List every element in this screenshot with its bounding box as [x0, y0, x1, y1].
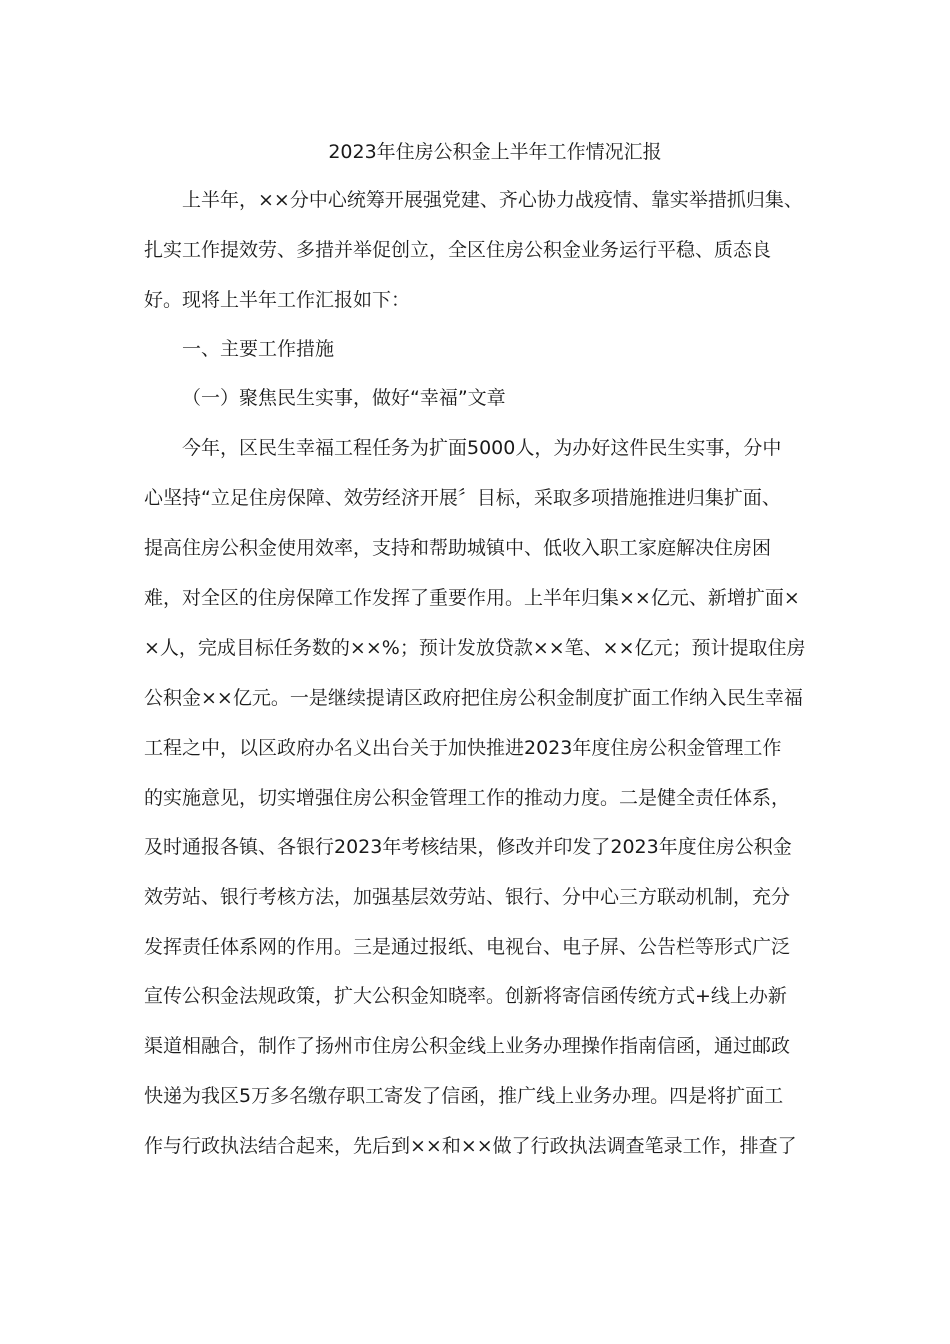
document-title: 2023年住房公积金上半年工作情况汇报 [328, 141, 662, 163]
paragraph-line-13: 效劳站、银行考核方法，加强基层效劳站、银行、分中心三方联动机制，充分 [144, 886, 791, 908]
paragraph-line-7: 难，对全区的住房保障工作发挥了重要作用。上半年归集××亿元、新增扩面× [144, 587, 800, 609]
paragraph-line-4: 今年，区民生幸福工程任务为扩面5000人，为办好这件民生实事，分中 [182, 437, 782, 459]
paragraph-line-16: 渠道相融合，制作了扬州市住房公积金线上业务办理操作指南信函，通过邮政 [144, 1035, 791, 1057]
paragraph-line-5: 心坚持“立足住房保障、效劳经济开展〞目标，采取多项措施推进归集扩面、 [144, 487, 781, 509]
section-heading: 一、主要工作措施 [182, 338, 335, 360]
paragraph-line-8: ×人，完成目标任务数的××%；预计发放贷款××笔、××亿元；预计提取住房 [144, 637, 806, 659]
paragraph-line-2: 扎实工作提效劳、多措并举促创立，全区住房公积金业务运行平稳、质态良 [144, 239, 772, 261]
paragraph-line-15: 宣传公积金法规政策，扩大公积金知晓率。创新将寄信函传统方式+线上办新 [144, 985, 787, 1007]
paragraph-line-1: 上半年，××分中心统筹开展强党建、齐心协力战疫情、靠实举措抓归集、 [182, 189, 803, 211]
subsection-heading: （一）聚焦民生实事，做好“幸福”文章 [182, 387, 506, 409]
paragraph-line-6: 提高住房公积金使用效率，支持和帮助城镇中、低收入职工家庭解决住房困 [144, 537, 772, 559]
paragraph-line-11: 的实施意见，切实增强住房公积金管理工作的推动力度。二是健全责任体系， [144, 787, 791, 809]
paragraph-line-3: 好。现将上半年工作汇报如下： [144, 289, 411, 311]
paragraph-line-9: 公积金××亿元。一是继续提请区政府把住房公积金制度扩面工作纳入民生幸福 [144, 687, 803, 709]
paragraph-line-12: 及时通报各镇、各银行2023年考核结果，修改并印发了2023年度住房公积金 [144, 836, 792, 858]
paragraph-line-14: 发挥责任体系网的作用。三是通过报纸、电视台、电子屏、公告栏等形式广泛 [144, 936, 791, 958]
paragraph-line-17: 快递为我区5万多名缴存职工寄发了信函，推广线上业务办理。四是将扩面工 [144, 1085, 784, 1107]
paragraph-line-18: 作与行政执法结合起来，先后到××和××做了行政执法调查笔录工作，排查了 [144, 1135, 797, 1157]
paragraph-line-10: 工程之中，以区政府办名义出台关于加快推进2023年度住房公积金管理工作 [144, 737, 782, 759]
